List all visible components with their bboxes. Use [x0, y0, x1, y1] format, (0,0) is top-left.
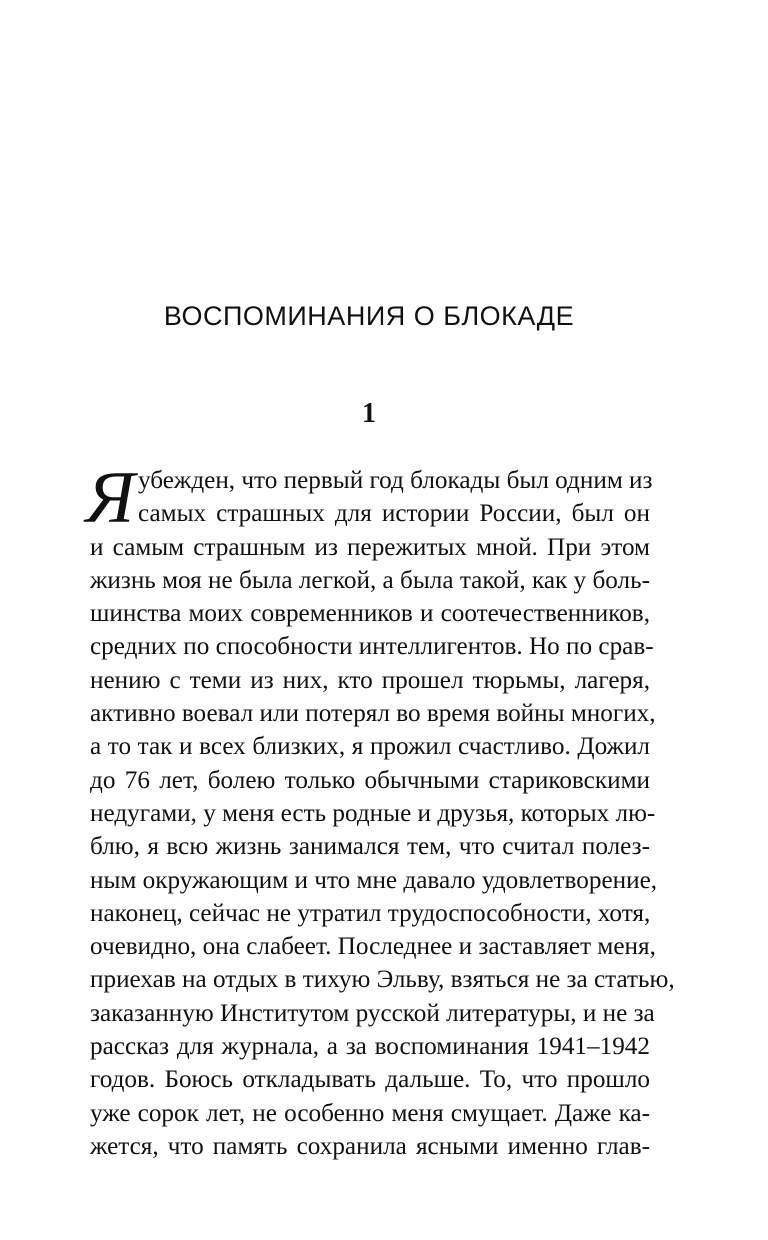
text-line: заказанную Институтом русской литературы, и не за: [90, 999, 655, 1027]
text-line: недугами, у меня есть родные и друзья, которых лю-: [90, 799, 656, 827]
text-line: блю, я всю жизнь занимался тем, что считал полез-: [90, 833, 650, 861]
text-line: шинства моих современников и соотечественников,: [90, 600, 650, 628]
text-line: жется, что память сохранила ясными именно глав-: [90, 1132, 650, 1160]
text-line: рассказ для журнала, а за воспоминания 1941–1942: [90, 1033, 650, 1061]
text-line: годов. Боюсь откладывать дальше. То, что прошло: [90, 1066, 650, 1094]
text-line: убежден, что первый год блокады был одним из: [138, 467, 653, 494]
text-line: а то так и всех близких, я прожил счастливо. Дожил: [90, 733, 650, 761]
text-line: уже сорок лет, не особенно меня смущает. Даже ка-: [90, 1099, 650, 1127]
drop-cap: Я: [86, 457, 135, 539]
text-line: приехав на отдых в тихую Эльву, взяться не за статью,: [90, 966, 675, 994]
section-number: 1: [362, 398, 376, 429]
text-line: наконец, сейчас не утратил трудоспособности, хотя,: [90, 899, 651, 927]
text-line: жизнь моя не была легкой, а была такой, как у боль-: [90, 566, 650, 594]
text-line: средних по способности интеллигентов. Но по срав-: [90, 633, 654, 661]
body-text: [86, 457, 675, 1163]
text-line: ным окружающим и что мне давало удовлетворение,: [90, 866, 658, 894]
chapter-title: ВОСПОМИНАНИЯ О БЛОКАДЕ: [163, 301, 575, 331]
text-line: самых страшных для истории России, был он: [138, 500, 650, 528]
text-line: нению с теми из них, кто прошел тюрьмы, лагеря,: [90, 666, 650, 694]
text-line: и самым страшным из пережитых мной. При этом: [90, 533, 650, 561]
text-line: активно воевал или потерял во время войны многих,: [90, 700, 656, 728]
text-line: очевидно, она слабеет. Последнее и заставляет меня,: [90, 933, 656, 961]
text-line: до 76 лет, болею только обычными стариковскими: [90, 766, 650, 794]
